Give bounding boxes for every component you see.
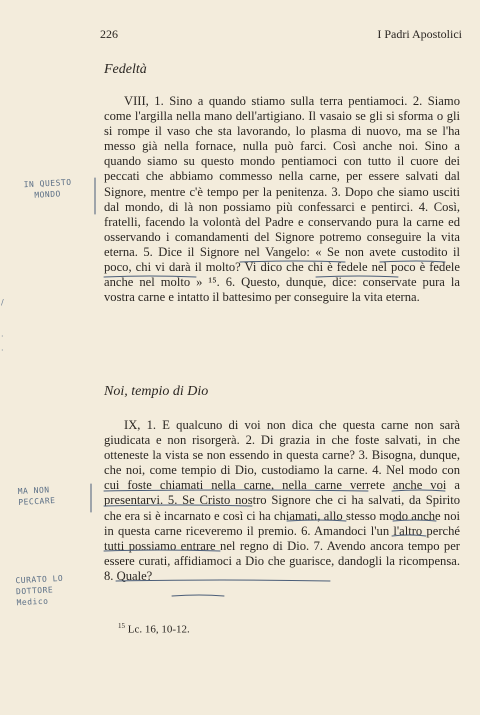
margin-note-ma-non-peccare: MA NON PECCARE [17, 485, 56, 507]
underline-mark [172, 595, 224, 596]
footnote [118, 622, 190, 636]
page-number: 226 [100, 27, 118, 41]
running-head: I Padri Apostolici [377, 27, 462, 41]
margin-note-in-questo-mondo: IN QUESTO MONDO [23, 177, 72, 200]
edge-pencil-mark: · [1, 346, 4, 355]
edge-pencil-mark: · [1, 332, 4, 341]
footnote-mark: 15 [118, 622, 125, 630]
section-title-fedelta: Fedeltà [104, 62, 147, 77]
edge-pencil-mark: / [1, 298, 4, 307]
footnote-text: Lc. 16, 10-12. [127, 623, 190, 636]
margin-note-curato-dottore: CURATO LO DOTTORE Medico [15, 573, 64, 608]
section-paragraph-fedelta: VIII, 1. Sino a quando stiamo sulla terra pentiamoci. 2. Siamo come l'argilla nella mano dell'artigiano. Il vasaio se gli si sforma o gli si rompe il vaso che sta lavorando, lo plasma di nuovo, ma se l'ha messo già nella fornace, nulla può farci. Così anche noi. Sino a quando siamo su questo mondo pentiamoci con tutto il cuore dei peccati che abbiamo commesso nella carne, per essere salvati dal Signore, mentre c'è tempo per la penitenza. 3. Dopo che siamo usciti dal mondo, di là non possiamo più confessarci e pentirci. 4. Così, fratelli, facendo la volontà del Padre e conservando pura la carne ed osservando i comandamenti del Signore potremo conseguire la vita eterna. 5. Dice il Signore nel Vangelo: « Se non avete custodito il poco, chi vi darà il molto? Vi dico che chi è fedele nel poco è fedele anche nel molto » ¹⁵. 6. Questo, dunque, dice: conservate pura la vostra carne e intatto il battesimo per conseguire la vita eterna. [104, 94, 460, 305]
section-title-tempio: Noi, tempio di Dio [104, 384, 209, 399]
section-paragraph-tempio: IX, 1. E qualcuno di voi non dica che questa carne non sarà giudicata e non risorgerà. 2. Di grazia in che foste salvati, in che otteneste la vista se non essendo in questa carne? 3. Bisogna, dunque, che noi, come tempio di Dio, custodiamo la carne. 4. Nel modo con cui foste chiamati nella carne, nella carne verrete anche voi a presentarvi. 5. Se Cristo nostro Signore che ci ha salvati, da Spirito che era si è incarnato e così ci ha chiamati, allo stesso modo anche noi in questa carne riceveremo il premio. 6. Amandoci l'un l'altro perché tutti possiamo entrare nel regno di Dio. 7. Avendo ancora tempo per essere curati, affidiamoci a Dio che guarisce, dandogli la ricompensa. 8. Quale? [104, 418, 460, 583]
